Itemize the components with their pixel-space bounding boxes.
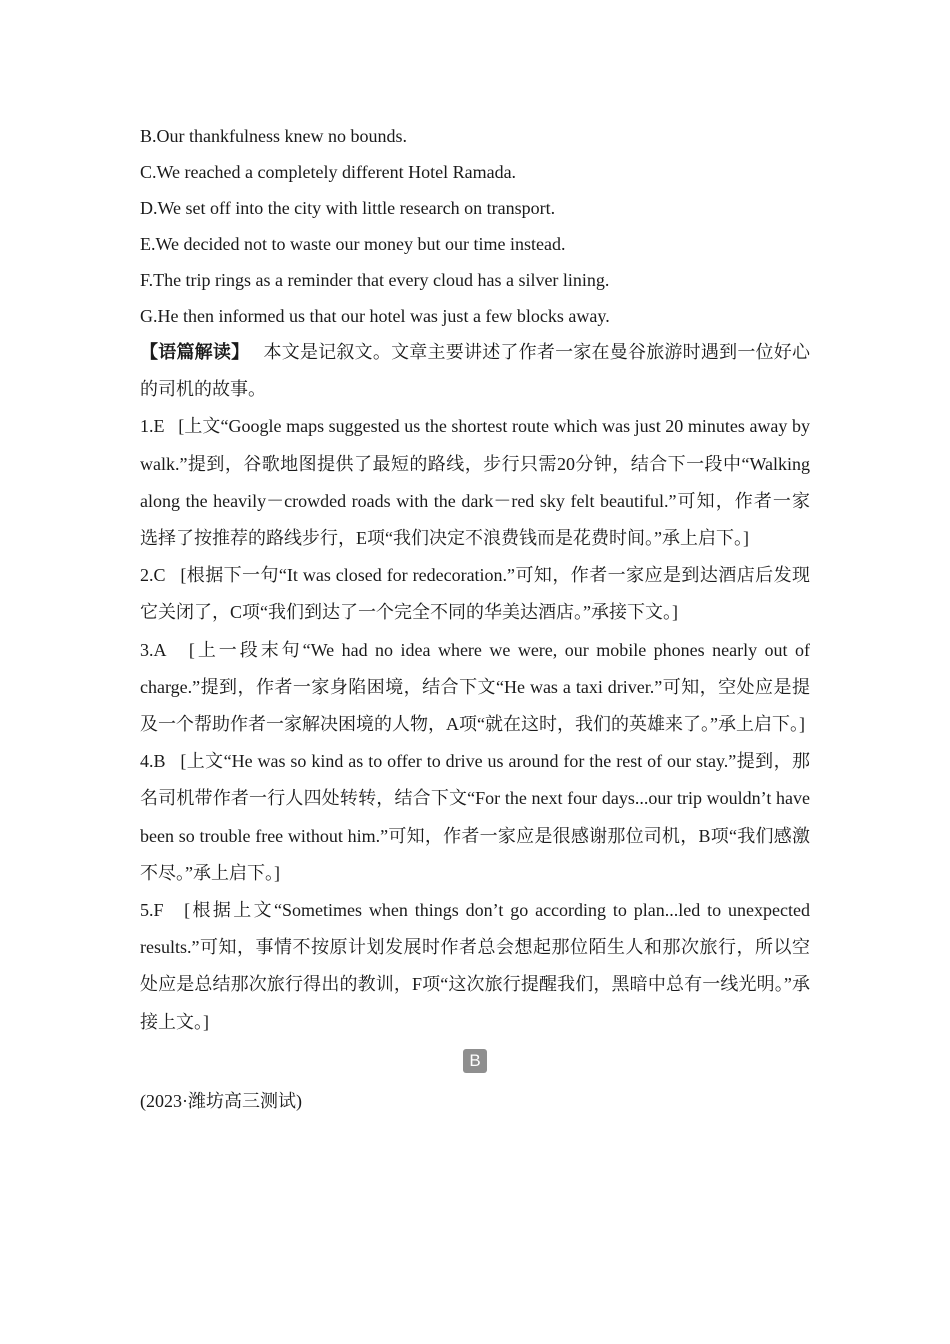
option-e: E.We decided not to waste our money but our time instead. (140, 234, 566, 254)
source-note: (2023·潍坊高三测试) (140, 1090, 302, 1111)
answer-label: 5.F (140, 900, 164, 921)
section-b-badge: B (463, 1049, 487, 1073)
document-page (140, 118, 810, 1119)
section-marker (140, 1047, 810, 1081)
answer-explanation: [上一段末句“We had no idea where we were, our mobile phones nearly out of charge.”提到，作者一家身陷困境，结合下文“He was a taxi driver.”可知，空处应是提及一个帮助作者一家解决困境的人物，A项“就在这时，我们的英雄来了。”承上启下。] (140, 639, 810, 735)
answer-explanation: [上文“Google maps suggested us the shortest route which was just 20 minutes away by walk.”提到，谷歌地图提供了最短的路线，步行只需20分钟，结合下一段中“Walking along the heavily－crowded roads with the dark－red sky felt beautiful.”可知，作者一家选择了按推荐的路线步行，E项“我们决定不浪费钱而是花费时间。”承上启下。] (140, 416, 811, 549)
option-g: G.He then informed us that our hotel was just a few blocks away. (140, 306, 610, 326)
answer-5 (140, 892, 810, 1041)
analysis-text: 本文是记叙文。文章主要讲述了作者一家在曼谷旅游时遇到一位好心的司机的故事。 (140, 342, 810, 400)
answer-explanation: [根据下一句“It was closed for redecoration.”可知，作者一家应是到达酒店后发现它关闭了，C项“我们到达了一个完全不同的华美达酒店。”承接下文。] (140, 565, 810, 623)
answer-label: 4.B (140, 751, 166, 772)
answer-label: 3.A (140, 639, 167, 660)
analysis-heading: 【语篇解读】 (140, 342, 250, 362)
answer-1 (140, 408, 810, 557)
option-f: F.The trip rings as a reminder that every cloud has a silver lining. (140, 270, 610, 290)
answer-label: 2.C (140, 565, 166, 586)
option-c: C.We reached a completely different Hotel Ramada. (140, 162, 517, 182)
answer-explanation: [上文“He was so kind as to offer to drive us around for the rest of our stay.”提到，那名司机带作者一行人四处转转，结合下文“For the next four days...our trip wouldn’t have been so trouble free without him.”可知，作者一家应是很感谢那位司机，B项“我们感激不尽。”承上启下。] (140, 751, 811, 883)
answer-explanation: [根据上文“Sometimes when things don’t go according to plan...led to unexpected results.”可知，事情不按原计划发展时作者总会想起那位陌生人和那次旅行，所以空处应是总结那次旅行得出的教训，F项“这次旅行提醒我们，黑暗中总有一线光明。”承接上文。] (140, 900, 810, 1032)
answer-2 (140, 557, 810, 631)
option-d: D.We set off into the city with little research on transport. (140, 198, 556, 218)
answer-4 (140, 743, 810, 892)
options-list (140, 118, 810, 334)
answer-label: 1.E (140, 416, 165, 437)
option-b: B.Our thankfulness knew no bounds. (140, 126, 407, 146)
passage-analysis (140, 334, 810, 408)
answer-3 (140, 632, 810, 744)
